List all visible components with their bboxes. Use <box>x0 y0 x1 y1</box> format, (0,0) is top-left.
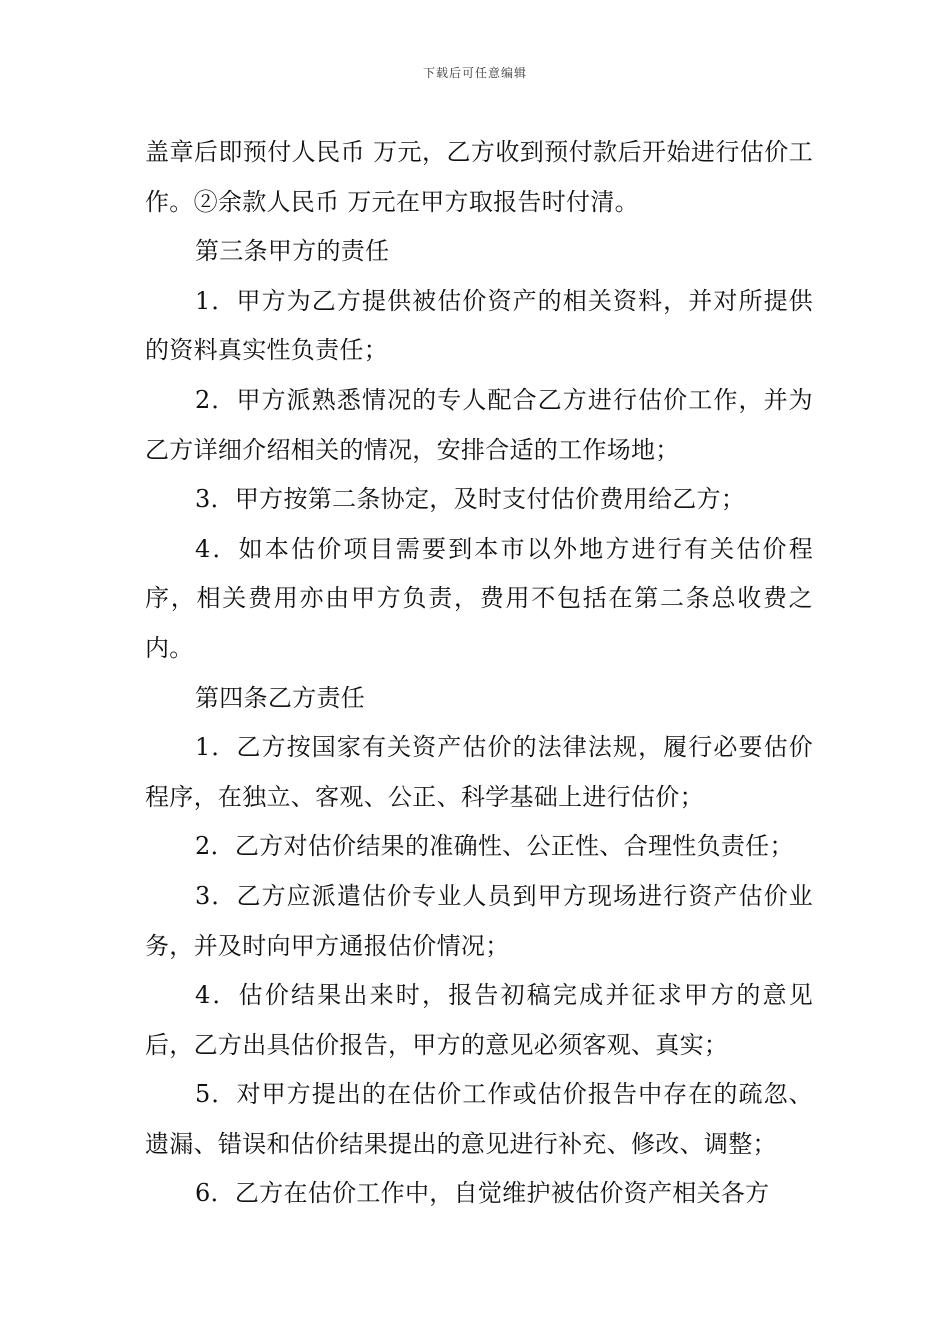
paragraph-party-a-item-3: 3．甲方按第二条协定，及时支付估价费用给乙方； <box>195 485 746 514</box>
page-header: 下载后可任意编辑 <box>422 66 527 80</box>
paragraph-party-b-item-1: 1．乙方按国家有关资产估价的法律法规，履行必要估价程序，在独立、客观、公正、科学基础上进行估价； <box>145 733 813 811</box>
paragraph-party-b-item-6: 6．乙方在估价工作中，自觉维护被估价资产相关各方 <box>195 1179 770 1208</box>
paragraph-party-a-item-2: 2．甲方派熟悉情况的专人配合乙方进行估价工作，并为乙方详细介绍相关的情况，安排合适的工作场地； <box>145 385 813 464</box>
paragraph-party-b-item-4: 4．估价结果出来时，报告初稿完成并征求甲方的意见后，乙方出具估价报告，甲方的意见必须客观、真实； <box>145 981 813 1059</box>
paragraph-party-b-item-2: 2．乙方对估价结果的准确性、公正性、合理性负责任； <box>195 832 794 861</box>
section-heading-party-a-duties: 第三条甲方的责任 <box>195 237 390 266</box>
paragraph-party-b-item-5: 5．对甲方提出的在估价工作或估价报告中存在的疏忽、遗漏、错误和估价结果提出的意见进行补充、修改、调整； <box>145 1080 813 1158</box>
paragraph-party-b-item-3: 3．乙方应派遣估价专业人员到甲方现场进行资产估价业务，并及时向甲方通报估价情况； <box>145 881 813 960</box>
paragraph-payment-continued: 盖章后即预付人民币 万元，乙方收到预付款后开始进行估价工作。②余款人民币 万元在甲方取报告时付清。 <box>145 138 813 216</box>
section-heading-party-b-duties: 第四条乙方责任 <box>195 683 366 712</box>
paragraph-party-a-item-4: 4．如本估价项目需要到本市以外地方进行有关估价程序，相关费用亦由甲方负责，费用不包括在第二条总收费之内。 <box>145 534 813 662</box>
document-body <box>145 128 813 1219</box>
paragraph-party-a-item-1: 1．甲方为乙方提供被估价资产的相关资料，并对所提供的资料真实性负责任； <box>145 286 813 365</box>
